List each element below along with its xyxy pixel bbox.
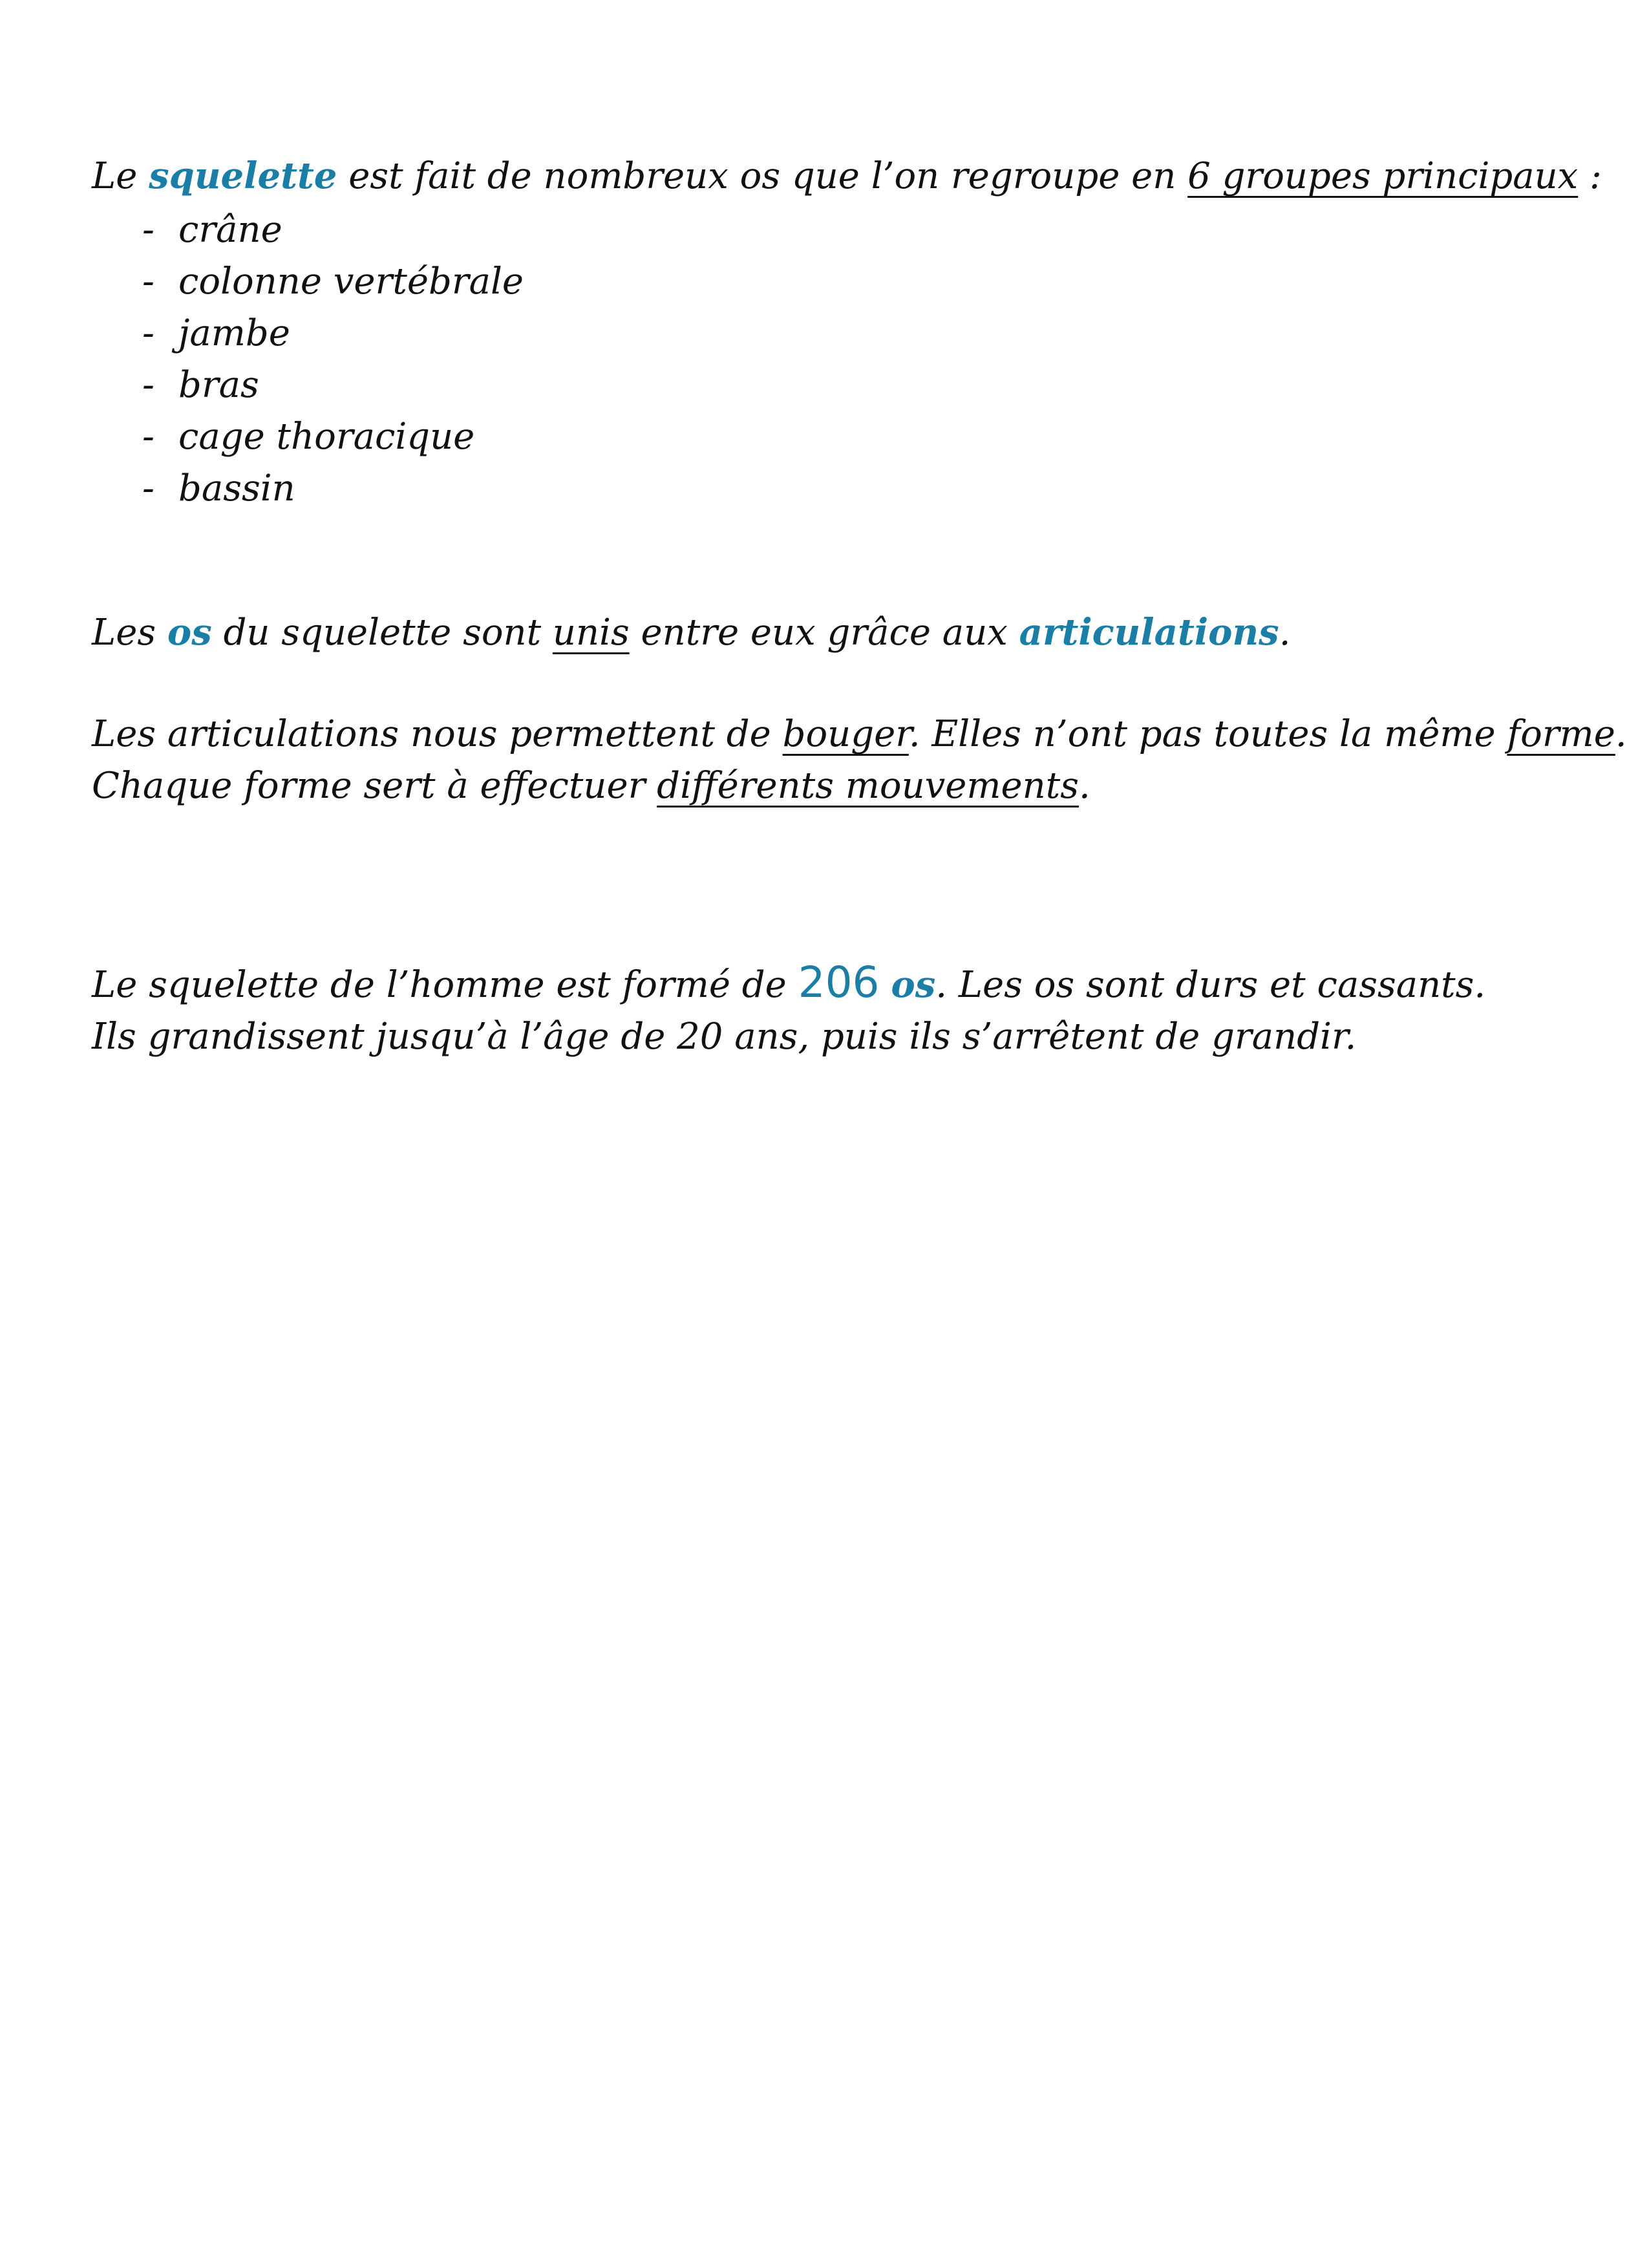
- list-item-label: colonne vertébrale: [178, 261, 524, 303]
- keyword-os-count: os: [891, 963, 936, 1006]
- list-dash: -: [142, 467, 154, 509]
- movement-text-5: .: [1078, 765, 1090, 807]
- intro-text-3: :: [1578, 155, 1602, 197]
- keyword-articulations: articulations: [1019, 611, 1279, 654]
- intro-sentence: [92, 150, 1602, 202]
- list-item: [142, 463, 524, 515]
- list-item: [142, 308, 524, 359]
- joints-text-1: Les: [92, 612, 167, 654]
- list-item-label: crâne: [178, 209, 282, 251]
- joints-text-3: entre eux grâce aux: [629, 612, 1019, 654]
- list-dash: -: [142, 364, 154, 406]
- list-dash: -: [142, 416, 154, 458]
- bones-space: [880, 964, 891, 1006]
- keyword-os: os: [167, 611, 212, 654]
- list-dash: -: [142, 261, 154, 303]
- keyword-forme: forme: [1507, 713, 1615, 755]
- movement-line-2: [92, 760, 1090, 812]
- bones-text-1: Le squelette de l’homme est formé de: [92, 964, 798, 1006]
- movement-text-2: . Elles n’ont pas toutes la même: [908, 713, 1507, 755]
- list-item: [142, 411, 524, 463]
- keyword-unis: unis: [552, 612, 630, 654]
- list-dash: -: [142, 209, 154, 251]
- list-item: [142, 256, 524, 308]
- list-item-label: jambe: [178, 312, 290, 354]
- joints-text-4: .: [1279, 612, 1291, 654]
- list-item-label: cage thoracique: [178, 416, 475, 458]
- keyword-groups: 6 groupes principaux: [1187, 155, 1579, 197]
- joints-sentence: [92, 606, 1291, 659]
- keyword-squelette: squelette: [149, 155, 337, 197]
- bone-count: 206: [798, 957, 880, 1007]
- intro-text-1: Le: [92, 155, 149, 197]
- keyword-mouvements: différents mouvements: [657, 765, 1079, 807]
- movement-text-4: Chaque forme sert à effectuer: [92, 765, 657, 807]
- bones-text-2: . Les os sont durs et cassants.: [935, 964, 1486, 1006]
- bone-groups-list: [142, 204, 524, 515]
- list-item: [142, 359, 524, 411]
- bones-line-1: [92, 957, 1485, 1011]
- movement-text-1: Les articulations nous permettent de: [92, 713, 783, 755]
- joints-text-2: du squelette sont: [211, 612, 553, 654]
- keyword-bouger: bouger: [782, 713, 909, 755]
- movement-text-3: .: [1615, 713, 1627, 755]
- list-item-label: bras: [178, 364, 259, 406]
- list-item: [142, 204, 524, 256]
- list-item-label: bassin: [178, 467, 295, 509]
- list-dash: -: [142, 312, 154, 354]
- movement-line-1: [92, 709, 1627, 760]
- bones-text-3: Ils grandissent jusqu’à l’âge de 20 ans, puis ils s’arrêtent de grandir.: [92, 1016, 1357, 1058]
- bones-line-2: [92, 1011, 1356, 1063]
- intro-text-2: est fait de nombreux os que l’on regroupe en: [337, 155, 1188, 197]
